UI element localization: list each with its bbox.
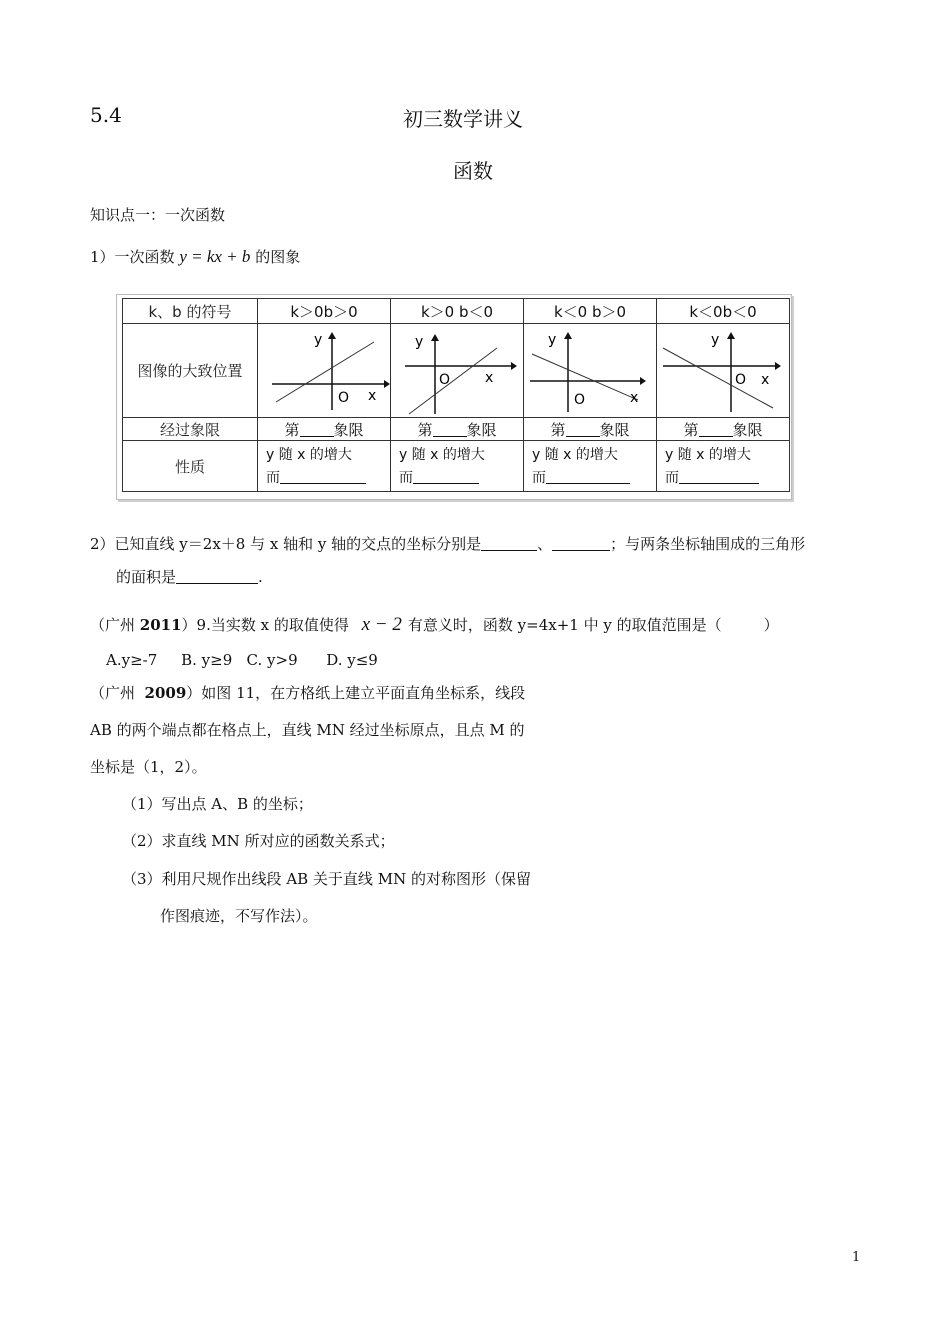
property-line: y 随 x 的增大 [665,447,751,463]
property-blank[interactable] [546,471,630,484]
graph-cell-2 [391,324,524,418]
q2011-open: （广州 [90,616,140,634]
origin-label: O [574,392,586,408]
property-blank[interactable] [413,471,479,484]
quadrant-cell-4 [657,418,790,441]
item1-line [90,246,300,267]
row-header-signs: k、b 的符号 [123,299,258,324]
property-cell-2 [391,441,524,492]
q2009-line1-text: ）如图 11，在方格纸上建立平面直角坐标系，线段 [186,684,526,702]
question-2011 [90,614,779,636]
row-header-property: 性质 [123,441,258,492]
property-blank[interactable] [280,471,366,484]
intercept-y-blank[interactable] [552,536,610,551]
origin-label: O [735,372,747,388]
quad-suffix: 象限 [732,420,763,439]
q2009-open: （广州 [90,684,145,702]
section-number: 5.4 [90,103,122,127]
graph-k-pos-b-pos [258,324,390,417]
col-sign-4: k＜0b＜0 [657,299,790,324]
question-2009-sub3-cont: 作图痕迹，不写作法）。 [160,907,318,925]
quad-suffix: 象限 [333,420,364,439]
property-er: 而 [532,470,546,486]
x-axis-label: x [761,372,770,388]
x-axis-label: x [630,390,639,406]
quadrant-cell-3 [524,418,657,441]
item2-text-b: ；与两条坐标轴围成的三角形 [610,535,806,553]
question-2009-line1 [90,682,525,703]
quad-suffix: 象限 [466,420,497,439]
quadrant-cell-2 [391,418,524,441]
property-cell-4 [657,441,790,492]
property-line: y 随 x 的增大 [399,447,485,463]
property-er: 而 [399,470,413,486]
y-axis-label: y [548,332,557,348]
item1-suffix: 的图象 [255,248,301,266]
y-axis-label: y [711,332,720,348]
question-2009-line2: AB 的两个端点都在格点上，直线 MN 经过坐标原点，且点 M 的 [90,721,525,739]
graph-k-pos-b-neg [391,324,523,417]
x-axis-label: x [368,388,377,404]
quad-prefix: 第 [683,420,699,439]
q2011-year: 2011 [139,616,182,634]
quadrant-cell-1 [258,418,391,441]
question-2009-sub3: （3）利用尺规作出线段 AB 关于直线 MN 的对称图形（保留 [122,870,531,888]
y-axis-label: y [314,332,323,348]
linear-function-table [116,294,792,500]
col-sign-3: k＜0 b＞0 [524,299,657,324]
graph-cell-3 [524,324,657,418]
graph-cell-4 [657,324,790,418]
quadrant-blank[interactable] [566,422,600,437]
row-header-graph: 图像的大致位置 [123,324,258,418]
intercept-x-blank[interactable] [481,536,537,551]
linear-function-formula: y = kx + b [179,247,251,266]
graph-cell-1 [258,324,391,418]
graph-k-neg-b-neg [657,324,789,417]
property-cell-3 [524,441,657,492]
item2-separator: 、 [537,535,553,553]
quadrant-blank[interactable] [300,422,334,437]
quadrant-blank[interactable] [433,422,467,437]
quad-prefix: 第 [284,420,300,439]
page-title: 初三数学讲义 [403,107,523,131]
y-axis-label: y [415,334,424,350]
item2-line1 [90,533,805,554]
q2009-year: 2009 [144,684,187,702]
property-line: y 随 x 的增大 [532,447,618,463]
question-2009-sub2: （2）求直线 MN 所对应的函数关系式； [122,832,395,850]
property-cell-1 [258,441,391,492]
property-er: 而 [665,470,679,486]
property-blank[interactable] [679,471,759,484]
quad-suffix: 象限 [599,420,630,439]
q2011-text-b: 有意义时，函数 y=4x+1 中 y 的取值范围是（ [407,616,722,634]
q2011-options: A.y≥-7 B. y≥9 C. y>9 D. y≤9 [106,651,378,669]
page-subtitle: 函数 [453,159,493,183]
knowledge-point-heading: 知识点一：一次函数 [90,206,226,224]
graph-k-neg-b-pos [524,324,656,417]
item2-area-suffix: . [258,568,263,586]
origin-label: O [439,372,451,388]
row-header-quadrants: 经过象限 [123,418,258,441]
col-sign-2: k＞0 b＜0 [391,299,524,324]
origin-label: O [338,390,350,406]
x-axis-label: x [485,370,494,386]
q2011-close: ） [763,616,779,634]
radical-expression: x − 2 [361,614,402,635]
question-2009-line3: 坐标是（1，2）。 [90,758,207,776]
col-sign-1: k＞0b＞0 [258,299,391,324]
property-er: 而 [266,470,280,486]
quad-prefix: 第 [417,420,433,439]
page-number: 1 [852,1250,861,1265]
item2-line2 [116,566,263,587]
item1-prefix: 1）一次函数 [90,248,175,266]
item2-area-prefix: 的面积是 [116,568,177,586]
area-blank[interactable] [176,569,258,584]
q2011-text-a: ）9.当实数 x 的取值使得 [181,616,349,634]
item2-text-a: 2）已知直线 y＝2x＋8 与 x 轴和 y 轴的交点的坐标分别是 [90,535,482,553]
quad-prefix: 第 [550,420,566,439]
question-2009-sub1: （1）写出点 A、B 的坐标； [122,795,313,813]
property-line: y 随 x 的增大 [266,447,352,463]
quadrant-blank[interactable] [699,422,733,437]
